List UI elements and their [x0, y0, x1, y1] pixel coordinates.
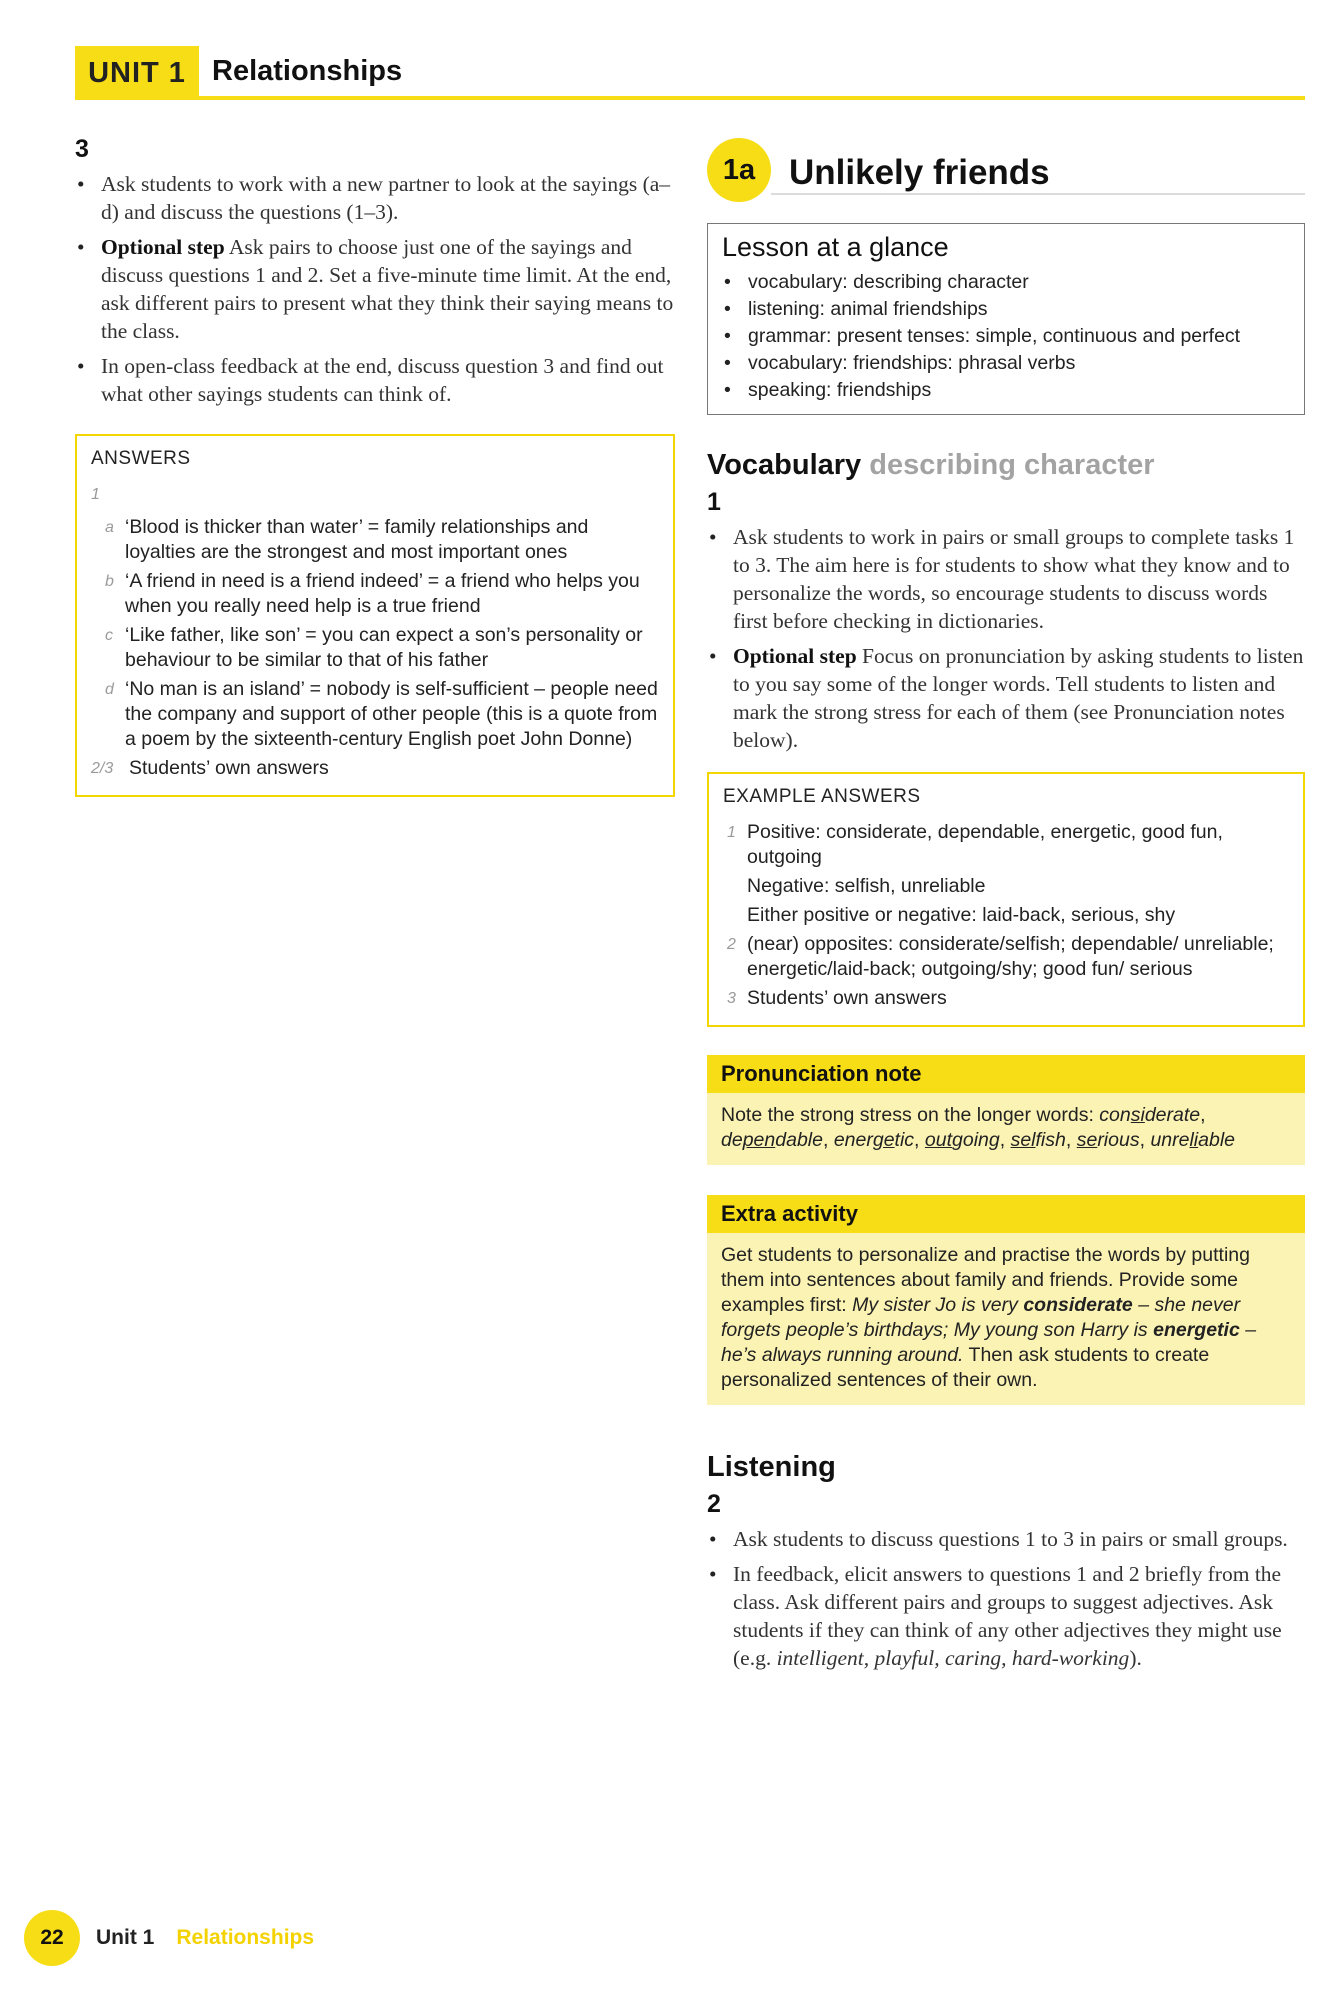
section-title: Vocabulary	[707, 449, 862, 481]
stressed-word: unreliable	[1150, 1129, 1236, 1151]
bullet-text: In open-class feedback at the end, discuss question 3 and find out what other sayings students can think of.	[101, 354, 664, 406]
lesson-at-a-glance	[707, 223, 1305, 415]
vocabulary-bullets	[707, 523, 1305, 754]
lesson-badge: 1a	[707, 138, 771, 202]
unit-title: Relationships	[212, 55, 403, 87]
step-number: 1	[707, 488, 721, 516]
answer-key: 1	[91, 486, 100, 503]
extra-activity-body	[707, 1233, 1305, 1405]
unit-tab: UNIT 1	[75, 46, 199, 100]
example-answers-box	[707, 772, 1305, 1027]
step-number: 2	[707, 1490, 721, 1518]
list-item: • vocabulary: friendships: phrasal verbs	[722, 350, 1290, 376]
header-rule	[75, 96, 1305, 100]
answer-question-number	[91, 482, 661, 507]
example-adjectives: intelligent, playful, caring, hard-working	[776, 1646, 1130, 1670]
stressed-word: selfish	[1010, 1129, 1066, 1151]
bullet-text: Focus on pronunciation by asking students to listen to you say some of the longer words. Tell students to listen and mark the strong stress for each of them (see Pronunciation notes below).	[733, 644, 1304, 752]
listening-bullets	[707, 1525, 1305, 1672]
answer-row	[723, 903, 1291, 928]
extra-activity-title: Extra activity	[707, 1195, 1305, 1233]
list-item: • listening: animal friendships	[722, 296, 1290, 322]
answers-title: ANSWERS	[91, 448, 191, 469]
glance-title: Lesson at a glance	[722, 232, 949, 262]
glance-list	[722, 269, 1290, 403]
list-item	[75, 170, 675, 226]
page-number: 22	[24, 1910, 80, 1966]
extra-text: Get students to personalize and practise the words by putting them into sentences about family and friends. Provide some examples first:	[721, 1244, 1250, 1316]
footer-unit: Unit 1	[96, 1926, 155, 1949]
answer-text: Positive: considerate, dependable, energetic, good fun, outgoing	[747, 821, 1223, 868]
list-item	[75, 233, 675, 345]
answers-box	[75, 434, 675, 797]
answer-key: 2	[727, 936, 736, 953]
example-word: energetic	[1153, 1319, 1240, 1341]
stressed-word: considerate	[1099, 1104, 1201, 1126]
answer-row	[91, 756, 661, 781]
answer-row	[723, 986, 1291, 1011]
unit-header	[75, 46, 1305, 102]
optional-step-label: Optional step	[733, 644, 857, 668]
list-item	[707, 1525, 1305, 1553]
bullet-text: Ask students to work in pairs or small groups to complete tasks 1 to 3. The aim here is for students to show what they know and to personalize the words, so encourage students to discuss words first before checking in dictionaries.	[733, 525, 1295, 633]
listening-heading: Listening	[707, 1451, 836, 1483]
right-column	[707, 135, 1305, 1679]
answer-row	[91, 515, 661, 565]
page-footer	[24, 1910, 314, 1966]
left-column	[75, 135, 675, 797]
extra-activity	[707, 1195, 1305, 1405]
list-item: • speaking: friendships	[722, 377, 1290, 403]
answer-key: 2/3	[91, 760, 114, 777]
optional-step-label: Optional step	[101, 235, 225, 259]
pronunciation-body: Note the strong stress on the longer words: considerate, dependable, energetic, outgoing, selfish, serious, unreliable	[707, 1093, 1305, 1165]
lesson-heading	[707, 135, 1305, 207]
answer-row	[91, 623, 661, 673]
step-number: 3	[75, 135, 89, 163]
bullet-text: Ask pairs to choose just one of the sayings and discuss questions 1 and 2. Set a five-minute time limit. At the end, ask different pairs to present what they think their saying means to the class.	[101, 235, 674, 343]
footer-title: Relationships	[176, 1926, 315, 1949]
list-item: • grammar: present tenses: simple, continuous and perfect	[722, 323, 1290, 349]
answer-text: Negative: selfish, unreliable	[747, 875, 986, 897]
answer-row	[723, 820, 1291, 870]
answer-key	[723, 874, 747, 899]
bullet-text: In feedback, elicit answers to questions 1 and 2 briefly from the class. Ask different pairs and groups to suggest adjectives. Ask students if they can think of any other adjectives they might use (e.g.	[733, 1562, 1282, 1670]
vocabulary-heading	[707, 449, 1305, 482]
stressed-word: outgoing	[924, 1129, 1000, 1151]
answer-text: Students’ own answers	[747, 987, 947, 1009]
list-item	[75, 352, 675, 408]
lesson-heading-rule	[771, 193, 1305, 195]
answer-key: a	[105, 519, 114, 536]
answer-row	[723, 874, 1291, 899]
bullet-text: Ask students to work with a new partner to look at the sayings (a–d) and discuss the questions (1–3).	[101, 172, 671, 224]
stressed-word: energetic	[833, 1129, 915, 1151]
bullet-text-end: ).	[1129, 1646, 1142, 1670]
example-word: considerate	[1023, 1294, 1133, 1316]
stressed-word: dependable	[721, 1129, 823, 1151]
answer-key: 3	[727, 990, 736, 1007]
stressed-word: serious	[1076, 1129, 1140, 1151]
list-item	[707, 1560, 1305, 1672]
list-item	[707, 642, 1305, 754]
example-sentence: – she never forgets people’s birthdays; My young son Harry is	[721, 1294, 1241, 1341]
answer-key	[723, 903, 747, 928]
list-item	[707, 523, 1305, 635]
pronunciation-title: Pronunciation note	[707, 1055, 1305, 1093]
pronunciation-note	[707, 1055, 1305, 1165]
example-sentence: – he’s always running around.	[721, 1319, 1257, 1366]
answer-row	[91, 677, 661, 752]
answer-row	[723, 932, 1291, 982]
lesson-title: Unlikely friends	[789, 153, 1050, 192]
answer-key: d	[105, 681, 114, 698]
extra-text: Then ask students to create personalized sentences of their own.	[721, 1344, 1210, 1391]
answer-text: ‘Blood is thicker than water’ = family relationships and loyalties are the strongest and most important ones	[125, 516, 589, 563]
answer-text: Either positive or negative: laid-back, serious, shy	[747, 904, 1176, 926]
answer-text: ‘No man is an island’ = nobody is self-sufficient – people need the company and support of other people (this is a quote from a poem by the sixteenth-century English poet John Donne)	[125, 678, 658, 750]
answer-key: c	[105, 627, 113, 644]
section-subtitle: describing character	[869, 449, 1155, 481]
answer-row	[91, 569, 661, 619]
answer-key: b	[105, 573, 114, 590]
example-sentence: My sister Jo is very	[852, 1294, 1024, 1316]
answer-text: Students’ own answers	[129, 757, 329, 779]
answer-text: ‘A friend in need is a friend indeed’ = a friend who helps you when you really need help is a true friend	[125, 570, 640, 617]
answer-key: 1	[727, 824, 736, 841]
answer-text: (near) opposites: considerate/selfish; dependable/ unreliable; energetic/laid-back; outgoing/shy; good fun/ serious	[747, 933, 1274, 980]
example-answers-title: EXAMPLE ANSWERS	[723, 786, 921, 807]
answer-text: ‘Like father, like son’ = you can expect a son’s personality or behaviour to be similar to that of his father	[125, 624, 643, 671]
step-3-bullets	[75, 170, 675, 408]
bullet-text: Ask students to discuss questions 1 to 3 in pairs or small groups.	[733, 1527, 1288, 1551]
pronunciation-intro: Note the strong stress on the longer words:	[721, 1104, 1100, 1126]
list-item: • vocabulary: describing character	[722, 269, 1290, 295]
